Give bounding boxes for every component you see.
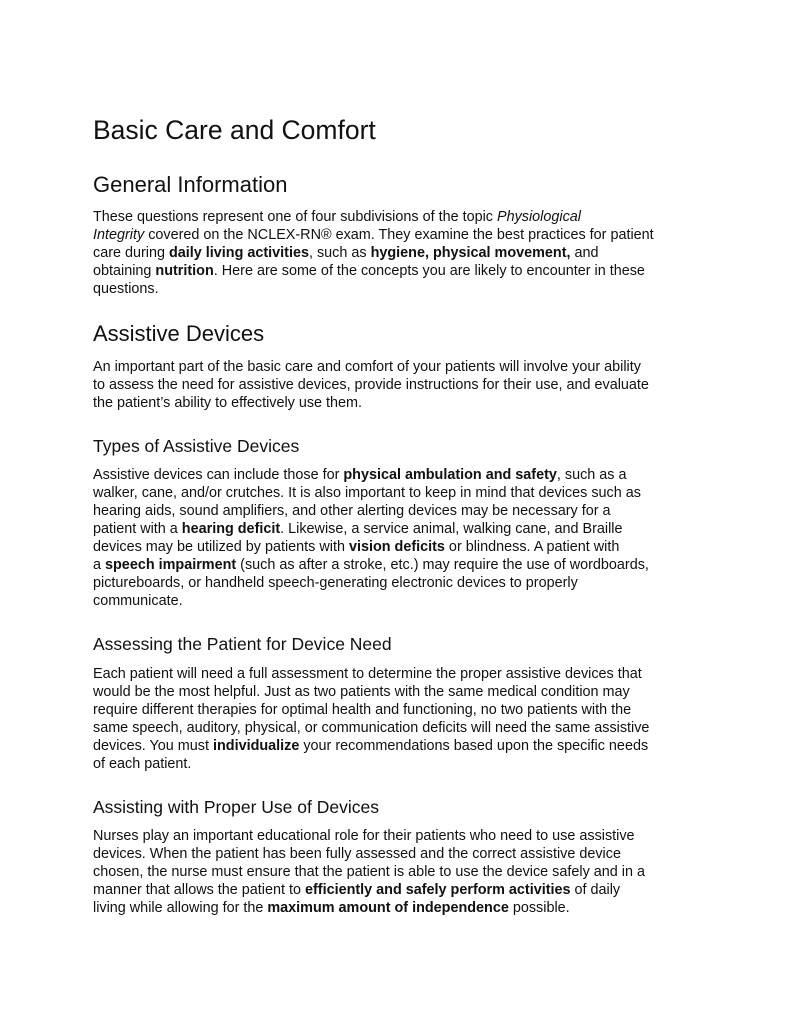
paragraph-assisting-proper-use: Nurses play an important educational role for their patients who need to use assistive devices. When the patient has been fully assessed and the correct assistive device chosen, the nurse must ensure that the patient is able to use the device safely and in a manner that allows the patient to efficiently and safely perform activities of daily living while allowing for the maximum amount of independence possible. <box>93 828 645 917</box>
heading-assisting-proper-use: Assisting with Proper Use of Devices <box>93 797 379 817</box>
paragraph-assistive-devices: An important part of the basic care and comfort of your patients will involve your ability to assess the need for assistive devices, provide instructions for their use, and evaluate the patient’s ability to effectively use them. <box>93 359 649 412</box>
heading-types-of-assistive-devices: Types of Assistive Devices <box>93 436 300 456</box>
paragraph-types-of-assistive-devices: Assistive devices can include those for physical ambulation and safety, such as a walker, cane, and/or crutches. It is also important to keep in mind that devices such as hearing aids, sound amplifiers, and other alerting devices may be necessary for a patient with a hearing deficit. Likewise, a service animal, walking cane, and Braille devices may be utilized by patients with vision deficits or blindness. A patient with a speech impairment (such as after a stroke, etc.) may require the use of wordboards, pictureboards, or handheld speech-generating electronic devices to properly communicate. <box>93 467 649 610</box>
heading-assessing-device-need: Assessing the Patient for Device Need <box>93 634 392 654</box>
page-title: Basic Care and Comfort <box>93 115 376 145</box>
heading-general-information: General Information <box>93 172 288 197</box>
heading-assistive-devices: Assistive Devices <box>93 321 265 346</box>
paragraph-general-information: These questions represent one of four subdivisions of the topic Physiological Integrity covered on the NCLEX-RN® exam. They examine the best practices for patient care during daily living activities, such as hygiene, physical movement, and obtaining nutrition. Here are some of the concepts you are likely to encounter in these questions. <box>93 209 654 298</box>
paragraph-assessing-device-need: Each patient will need a full assessment to determine the proper assistive devices that would be the most helpful. Just as two patients with the same medical condition may require different therapies for optimal health and functioning, no two patients with the same speech, auditory, physical, or communication deficits will need the same assistive devices. You must individualize your recommendations based upon the specific needs of each patient. <box>93 666 650 773</box>
